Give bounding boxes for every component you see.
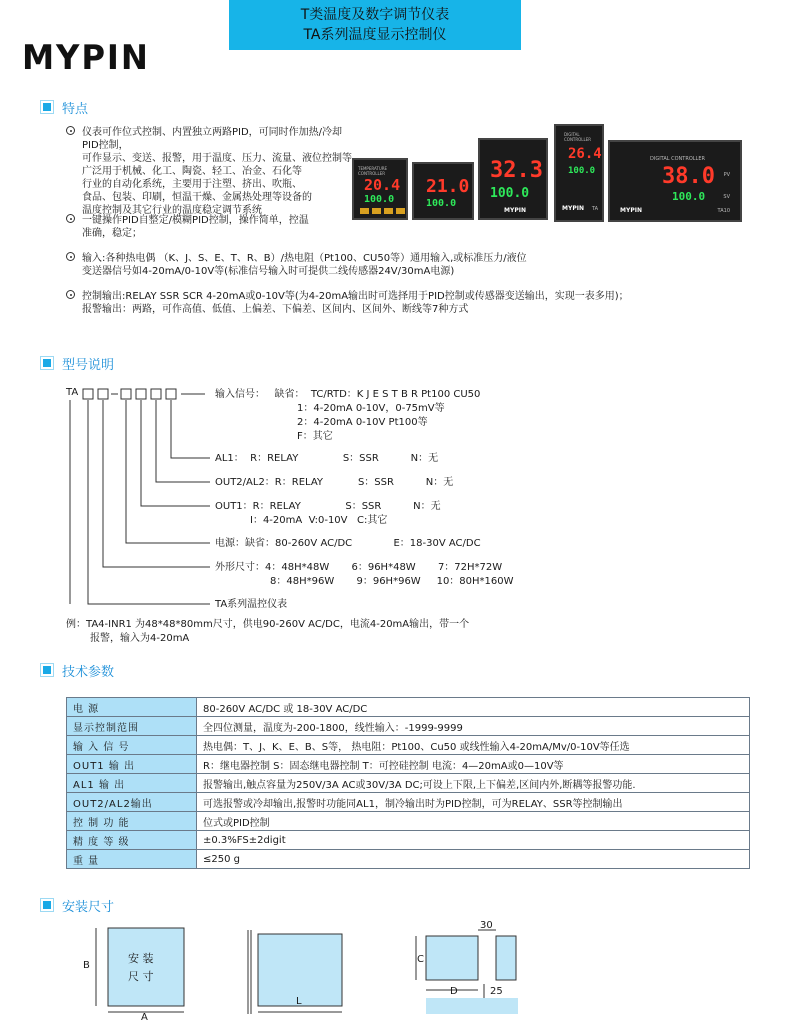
pv-display: 38.0 (662, 164, 715, 189)
al1-option: AL1： R：RELAY S：SSR N：无 (215, 453, 439, 464)
sv-display: 100.0 (568, 166, 596, 176)
spec-key: 输 入 信 号 (67, 736, 197, 755)
spec-value: R：继电器控制 S：固态继电器控制 T：可控硅控制 电流：4—20mA或0—10V等 (197, 755, 750, 774)
input-option-3: F：其它 (297, 431, 333, 442)
sv-tag: SV (723, 194, 730, 200)
power-option: 电源：缺省：80-260V AC/DC E：18-30V AC/DC (215, 538, 481, 549)
spec-key: OUT1 输 出 (67, 755, 197, 774)
input-signal-title: 输入信号： 缺省： TC/RTD：K J E S T B R Pt100 CU50 (215, 389, 481, 400)
spec-key: 精 度 等 级 (67, 831, 197, 850)
spec-value: 全四位测量，温度为-200-1800，线性输入：-1999-9999 (197, 717, 750, 736)
section-title: 安装尺寸 (62, 899, 115, 915)
spec-value: 可选报警或冷却输出,报警时功能同AL1，制冷输出时为PID控制，可为RELAY、SSR等控制输出 (197, 793, 750, 812)
sv-display: 100.0 (364, 194, 395, 205)
device-label: DIGITAL CONTROLLER (564, 132, 592, 142)
dimension-d: D (450, 986, 458, 997)
feature-text: 一键操作PID自整定/模糊PID控制，操作简单，控温 准确，稳定； (82, 215, 309, 239)
device-model: TA (591, 206, 598, 212)
cutout-label-2: 尺 寸 (128, 970, 154, 983)
pv-display: 32.3 (490, 158, 543, 183)
example-line-1: 例：TA4-INR1 为48*48*80mm尺寸，供电90-260V AC/DC，电流4-20mA输出，带一个 (66, 619, 470, 630)
brand-logo: MYPIN (22, 38, 150, 78)
feature-text: 仪表可作位式控制、内置独立两路PID，可同时作加热/冷却PID控制， 可作显示、变送、报警，用于温度、压力、流量、液位控制等 广泛用于机械、化工、陶瓷、轻工、冶金、石化等 行业的自动化系统，主要用于注塑、挤出、吹瓶、 食品、包装、印刷，恒温干燥、金属热处理等设备的 温度控制及其它行业的温度稳定调节系统 (82, 127, 352, 216)
title-line-2: TA系列温度显示控制仪 (303, 27, 447, 43)
feature-text: 控制输出:RELAY SSR SCR 4-20mA或0-10V等(为4-20mA输出时可选择用于PID控制或传感器变送输出，实现一表多用)； 报警输出：两路，可作高值、低值、上偏差、下偏差、区间内、区间外、断线等7种方式 (82, 291, 629, 315)
dimension-25: 25 (490, 986, 503, 997)
section-title: 型号说明 (62, 357, 115, 373)
spec-key: OUT2/AL2输出 (67, 793, 197, 812)
dimension-c: C (417, 954, 424, 965)
out1-option: OUT1：R：RELAY S：SSR N：无 (215, 501, 441, 512)
sv-display: 100.0 (426, 198, 457, 209)
device-brand: MYPIN (562, 205, 584, 212)
input-option-1: 1：4-20mA 0-10V，0-75mV等 (297, 403, 445, 414)
dimension-30: 30 (480, 920, 493, 931)
feature-text: 输入:各种热电偶 （K、J、S、E、T、R、B）/热电阻（Pt100、CU50等）通用输入,或标准压力/液位 变送器信号如4-20mA/0-10V等(标准信号输入时可提供二线传感器24V/30mA电源) (82, 253, 527, 277)
spec-value: 位式或PID控制 (197, 812, 750, 831)
series-label: TA系列温控仪表 (215, 599, 288, 610)
device-brand: MYPIN (504, 207, 526, 214)
device-model: TA10 (717, 208, 730, 214)
device-label: DIGITAL CONTROLLER (650, 156, 705, 162)
spec-value: ≤250 g (197, 850, 750, 869)
dimension-l: L (296, 996, 302, 1007)
spec-key: 电 源 (67, 698, 197, 717)
code-prefix: TA (66, 387, 79, 398)
sv-display: 100.0 (490, 186, 530, 201)
input-option-2: 2：4-20mA 0-10V Pt100等 (297, 417, 428, 428)
dimension-b: B (83, 960, 90, 971)
dimension-a: A (141, 1012, 148, 1023)
spec-key: 控 制 功 能 (67, 812, 197, 831)
spec-value: 80-260V AC/DC 或 18-30V AC/DC (197, 698, 750, 717)
size-option-1: 外形尺寸：4：48H*48W 6：96H*48W 7：72H*72W (215, 562, 503, 573)
out1-option-b: I：4-20mA V:0-10V C:其它 (250, 515, 388, 526)
device-brand: MYPIN (620, 207, 642, 214)
title-line-1: T类温度及数字调节仪表 (300, 7, 450, 23)
pv-display: 26.4 (568, 146, 602, 162)
sv-display: 100.0 (672, 190, 706, 203)
out2-option: OUT2/AL2：R：RELAY S：SSR N：无 (215, 477, 454, 488)
example-line-2: 报警，输入为4-20mA (90, 633, 190, 644)
spec-key: AL1 输 出 (67, 774, 197, 793)
pv-display: 20.4 (364, 176, 401, 194)
pv-tag: PV (723, 172, 730, 178)
section-title: 特点 (62, 101, 89, 117)
section-title: 技术参数 (62, 664, 115, 680)
pv-display: 21.0 (426, 176, 470, 197)
cutout-label-1: 安 装 (128, 952, 154, 965)
spec-value: ±0.3%FS±2digit (197, 831, 750, 850)
spec-key: 重 量 (67, 850, 197, 869)
size-option-2: 8：48H*96W 9：96H*96W 10：80H*160W (270, 576, 514, 587)
device-label: TEMPERATURE CONTROLLER (358, 166, 388, 176)
spec-value: 热电偶：T、J、K、E、B、S等， 热电阻：Pt100、Cu50 或线性输入4-20mA/Mv/0-10V等任选 (197, 736, 750, 755)
spec-value: 报警输出,触点容量为250V/3A AC或30V/3A DC;可设上下限,上下偏差,区间内外,断耦等报警功能. (197, 774, 750, 793)
spec-key: 显示控制范围 (67, 717, 197, 736)
